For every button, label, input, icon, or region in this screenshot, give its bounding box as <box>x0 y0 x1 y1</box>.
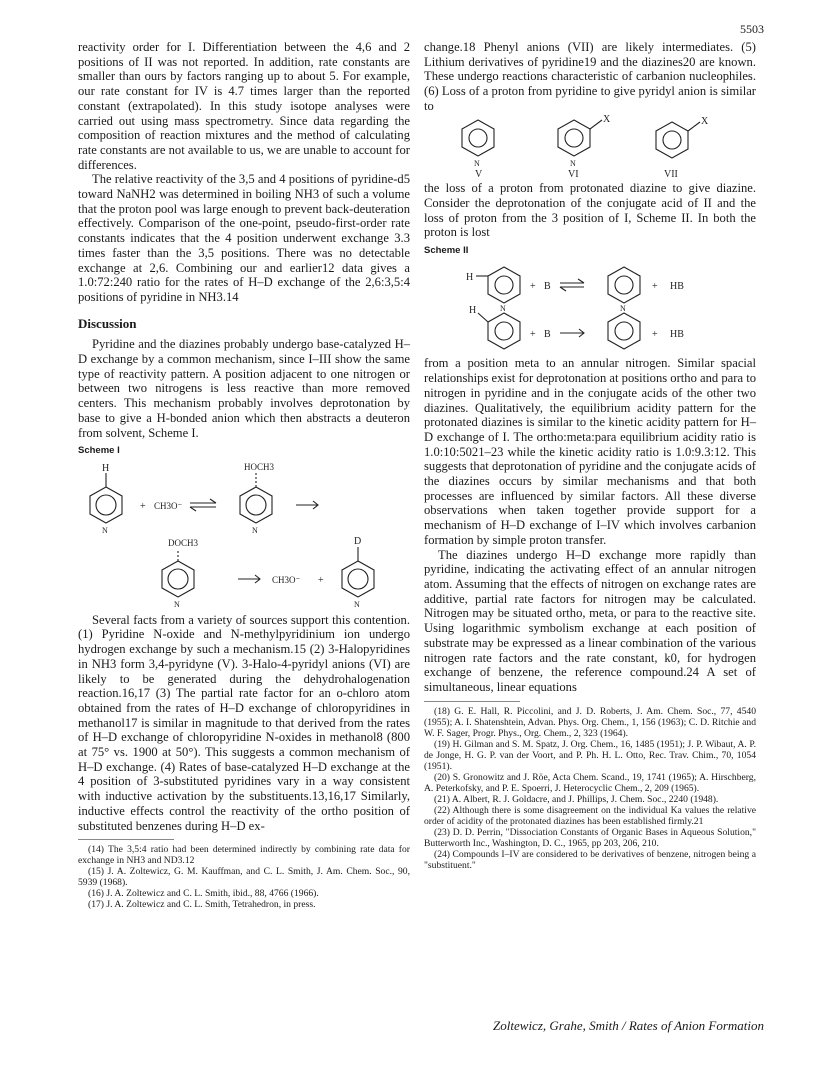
footnote-divider <box>78 839 174 840</box>
running-footer: Zoltewicz, Grahe, Smith / Rates of Anion Formation <box>493 1018 764 1033</box>
left-paragraph-2: The relative reactivity of the 3,5 and 4 positions of pyridine-d5 toward NaNH2 was determined in boiling NH3 of such a volume that the proton pool was large enough to prevent back-deuteration effectively. Comparison of the one-point, pseudo-first-order rate constants indicates that the 4 position underwent exchange 3.3 times faster than the 3,5 positions. There was no detectable exchange at 2,6. Combining our and earlier12 data gives a 1.0:72:240 ratio for the rates of H–D exchange of the 2,6:3,5:4 positions of pyridine in NH3.14 <box>78 172 410 304</box>
left-column <box>78 40 410 910</box>
pyridine-ring <box>90 487 122 523</box>
scheme-1-label: Scheme I <box>78 445 120 457</box>
acid-label: HB <box>670 328 684 340</box>
x-substituent: X <box>603 113 611 125</box>
right-column <box>424 40 756 871</box>
scheme-2-label: Scheme II <box>424 245 469 257</box>
scheme-1-diagram <box>78 461 410 609</box>
methoxide: CH3O⁻ <box>272 574 301 585</box>
pyridyl-anion-ring <box>240 487 272 523</box>
base-label: B <box>544 328 551 340</box>
structures-v-vi-vii <box>424 114 756 178</box>
structure-label-vii: VII <box>664 168 678 178</box>
footnote-divider <box>424 701 520 702</box>
svg-text:N: N <box>102 525 108 535</box>
svg-text:N: N <box>570 158 576 168</box>
methoxide: CH3O⁻ <box>154 500 183 511</box>
svg-text:N: N <box>474 158 480 168</box>
footnote: (22) Although there is some disagreement on the individual Ka values the relative order of acidity of the protonated diazines has been established firmly.21 <box>424 804 756 827</box>
footnote: (21) A. Albert, R. J. Goldacre, and J. Phillips, J. Chem. Soc., 2240 (1948). <box>434 793 719 805</box>
svg-text:+: + <box>652 328 658 340</box>
aromatic-circle <box>96 495 116 515</box>
left-paragraph-1: reactivity order for I. Differentiation between the 4,6 and 2 positions of II was not reported. In addition, rate constants are smaller than ours by factors ranging up to about 5. For example, our rate constant for IV is 4.7 times larger than the reported constant (extrapolated). In this study isotope analyses were carried out using mass spectrometry. Since data regarding the composition of reaction mixtures and the method of calculating rate constants are not available to us, we are unable to account for differences. <box>78 40 410 172</box>
svg-text:H: H <box>469 304 477 316</box>
structure-label-v: V <box>475 168 483 178</box>
footnote: (20) S. Gronowitz and J. Röe, Acta Chem. Scand., 19, 1741 (1965); A. Hirschberg, A. Peterkofsky, and P. E. Spoerri, J. Heterocyclic Chem., 2, 209 (1965). <box>424 771 756 794</box>
base-label: B <box>544 280 551 292</box>
right-paragraph-3: from a position meta to an annular nitrogen. Similar spacial relationships exist for deprotonation at positions ortho and para to nitrogen in pyridine and in the conjugate acids of the other two diazines. Qualitatively, the equilibrium acidity pattern for the protonated diazines is similar to the kinetic acidity pattern for H–D exchange of I. The ortho:meta:para equilibrium acidity ratio is 1.0:10:5021–23 while the kinetic acidity ratio is 1.0:9.3:12. This suggests that deprotonation of pyridine and the conjugate acids of the diazines occurs by similar mechanisms and that both processes are influenced by similar factors. All these diverse observations when taken together provide support for a mechanism of H–D exchange of I–IV which involves carbanion formation by simple proton transfer. <box>424 356 756 547</box>
svg-text:H: H <box>466 271 474 283</box>
x-substituent: X <box>701 115 709 127</box>
left-paragraph-4: Several facts from a variety of sources support this contention. (1) Pyridine N-oxide and N-methylpyridinium ion undergo hydrogen exchange by such a mechanism.15 (2) 3-Halopyridines in NH3 form 3,4-pyridyne (V). 3-Halo-4-pyridyl anions (VI) are likely to be generated during the dehydrohalogenation reaction.16,17 (3) The partial rate factor for an o-chloro atom obtained from the rates of H–D exchange of chloropyridines in methanol17 is similar in magnitude to that derived from the rates of H–D exchange of chloropyridine N-oxides in methanol8 (800 at 75° vs. 1900 at 50°). This suggests a common mechanism of H–D exchange. (4) Rates of base-catalyzed H–D exchange at the 4 position of 3-substituted pyridines vary in a way consistent with inductive activation by the substituents.13,16,17 Similarly, inductive effects control the reactivity of the ortho position of substituted benzenes during H–D ex- <box>78 612 410 833</box>
svg-text:N: N <box>500 303 506 313</box>
svg-text:N: N <box>252 525 258 535</box>
footnote: (19) H. Gilman and S. M. Spatz, J. Org. Chem., 16, 1485 (1951); J. P. Wibaut, A. P. de Jonge, H. G. P. van der Voort, and P. Ph. H. L. Otto, Rec. Trav. Chim., 70, 1054 (1951). <box>424 738 756 772</box>
right-footnotes <box>424 706 756 871</box>
footnote: (16) J. A. Zoltewicz and C. L. Smith, ibid., 88, 4766 (1966). <box>88 888 319 900</box>
scheme-2-diagram <box>424 261 756 353</box>
footnote: (15) J. A. Zoltewicz, G. M. Kauffman, and C. L. Smith, J. Am. Chem. Soc., 90, 5939 (1968). <box>78 866 410 889</box>
d-atom: D <box>354 535 362 547</box>
right-paragraph-4: The diazines undergo H–D exchange more rapidly than pyridine, indicating the activating effect of an annular nitrogen atom. Assuming that the effects of nitrogen on exchange rates are additive, partial rate factors for nitrogen may be calculated. Nitrogen may be situated ortho, meta, or para to the reactive site. Using logarithmic symbolism exchange at each position of substrate may be expressed as a linear combination of the various nitrogen rate factors and the rate constant, k0, for hydrogen exchange of benzene, the reference compound.24 A set of simultaneous, linear equations <box>424 547 756 694</box>
left-paragraph-3: Pyridine and the diazines probably undergo base-catalyzed H–D exchange by a common mechanism, since I–III show the same type of reactivity pattern. A position adjacent to one nitrogen or between two nitrogens is less reactive than more removed centers. This mechanism probably involves deprotonation by base to give a H-bonded anion which then abstracts a deuteron from solvent, Scheme I. <box>78 337 410 440</box>
footnote: (14) The 3,5:4 ratio had been determined indirectly by combining rate data for exchange in NH3 and ND3.12 <box>78 844 410 867</box>
footnote: (18) G. E. Hall, R. Piccolini, and J. D. Roberts, J. Am. Chem. Soc., 77, 4540 (1955); A. I. Shatenshtein, Advan. Phys. Org. Chem., 1, 156 (1963); C. D. Ritchie and W. F. Sager, Progr. Phys., Org. Chem., 2, 323 (1964). <box>424 705 756 739</box>
footnote: (23) D. D. Perrin, "Dissociation Constants of Organic Bases in Aqueous Solution," Butterworth Inc., Washington, D. C., 1965, pp 203, 206, 210. <box>424 826 756 849</box>
plus-sign: + <box>318 574 324 586</box>
h-atom: H <box>102 462 110 474</box>
acid-label: HB <box>670 280 684 292</box>
right-paragraph-1: change.18 Phenyl anions (VII) are likely intermediates. (5) Lithium derivatives of pyridine19 and the diazines20 are known. These undergo reactions characteristic of carbanion nucleophiles. (6) Loss of a proton from pyridine to give pyridyl anion is similar to <box>424 40 756 113</box>
methanol-label: HOCH3 <box>244 461 275 472</box>
left-footnotes <box>78 844 410 910</box>
footnote: (24) Compounds I–IV are considered to be derivatives of benzene, nitrogen being a "substituent." <box>424 848 756 871</box>
discussion-heading: Discussion <box>78 315 137 331</box>
svg-text:N: N <box>174 599 180 609</box>
svg-text:N: N <box>620 303 626 313</box>
plus-sign: + <box>140 500 146 512</box>
svg-text:N: N <box>354 599 360 609</box>
structure-label-vi: VI <box>568 168 579 178</box>
svg-text:+: + <box>652 280 658 292</box>
deuterated-methanol-label: DOCH3 <box>168 537 199 548</box>
right-paragraph-2: the loss of a proton from protonated diazine to give diazine. Consider the deprotonation of the conjugate acid of II and the loss of proton from the 3 position of I, Scheme II. In both the proton is lost <box>424 181 756 240</box>
footnote: (17) J. A. Zoltewicz and C. L. Smith, Tetrahedron, in press. <box>88 899 316 911</box>
svg-text:+: + <box>530 328 536 340</box>
svg-text:+: + <box>530 280 536 292</box>
page-number: 5503 <box>740 22 764 36</box>
